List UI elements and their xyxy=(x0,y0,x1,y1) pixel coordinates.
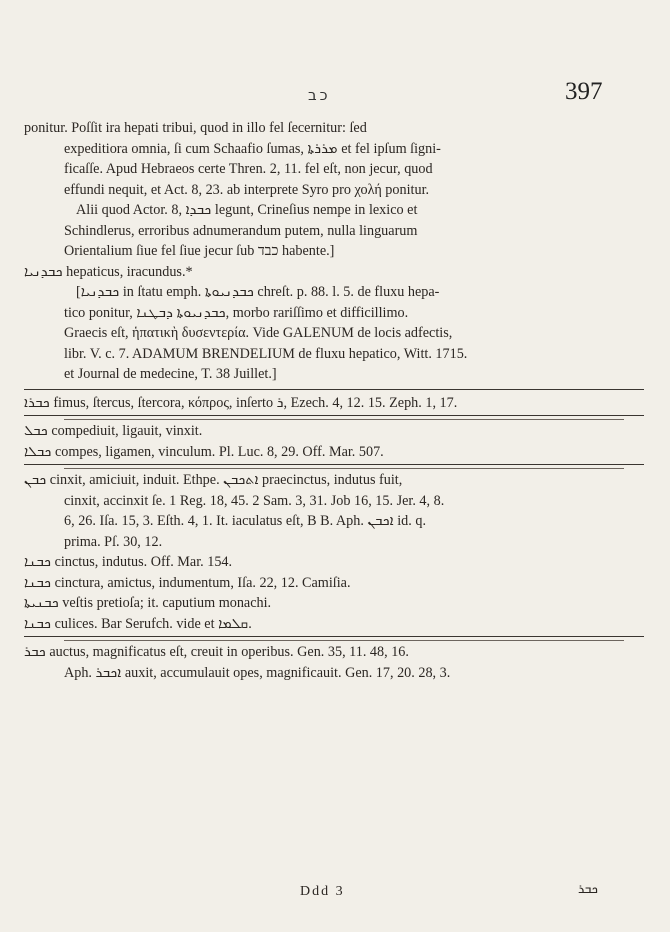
text-line: cinxit, accinxit ſe. 1 Reg. 18, 45. 2 Sam. 3, 31. Job 16, 15. Jer. 4, 8. xyxy=(64,492,445,509)
section-rule xyxy=(24,413,644,421)
text-line: libr. V. c. 7. ADAMUM BRENDELIUM de fluxu hepatico, Witt. 1715. xyxy=(64,345,468,362)
entry-line: ܟܒܢܐ cinctus, indutus. Off. Mar. 154. xyxy=(24,554,233,570)
text-line: Alii quod Actor. 8, ܟܒܕܐ legunt, Crineſius nempe in lexico et xyxy=(76,202,418,218)
signature-mark: Ddd 3 xyxy=(300,884,345,899)
entry-line: ܟܒܢܝܬܐ veſtis pretioſa; it. caputium monachi. xyxy=(24,595,272,611)
text-line: tico ponitur, ܟܒܕܢܝܘܬܐ ܕܒܛܢܐ, morbo rariſſimo et difficillimo. xyxy=(64,304,409,321)
text-line: expeditiora omnia, ſi cum Schaafio ſumas, ܡܪܪܬܐ et fel ipſum ſigni- xyxy=(64,140,441,157)
text-line: [ܟܒܕܢܝܐ in ſtatu emph. ܟܒܕܢܝܘܬܐ chreſt. p. 88. l. 5. de fluxu hepa- xyxy=(76,284,440,300)
page-footer xyxy=(0,884,670,908)
entry-headword-line: ܟܒܕܢܝܐ hepaticus, iracundus.* xyxy=(24,263,193,280)
section-rule xyxy=(24,634,644,642)
section-rule xyxy=(24,385,644,393)
text-line: effundi nequit, et Act. 8, 23. ab interprete Syro pro χολή ponitur. xyxy=(64,181,430,198)
text-line: Graecis eſt, ἡπατικὴ δυσεντερία. Vide GALENUM de locis adfectis, xyxy=(64,325,453,341)
entry-line: ܟܒܠ compediuit, ligauit, vinxit. xyxy=(24,423,203,439)
entry-line: ܟܒܪܐ fimus, ſtercus, ſtercora, κόπρος, inſerto ܪ, Ezech. 4, 12. 15. Zeph. 1, 17. xyxy=(24,394,458,411)
text-line: et Journal de medecine, T. 38 Juillet.] xyxy=(64,366,277,382)
entry-line: ܟܒܢܐ culices. Bar Serufch. vide et ܩܠܡܐ. xyxy=(24,615,252,632)
text-line: Orientalium ſiue fel ſiue jecur ſub כבד habente.] xyxy=(64,243,335,259)
text-line: ficaſſe. Apud Hebraeos certe Thren. 2, 11. fel eſt, non jecur, quod xyxy=(64,161,433,177)
page-header xyxy=(0,78,670,112)
text-line: prima. Pſ. 30, 12. xyxy=(64,533,163,550)
page-number: 397 xyxy=(565,78,603,105)
text-line: Schindlerus, erroribus adnumerandum putem, nulla linguarum xyxy=(64,222,418,239)
entry-line: ܟܒܢܐ cinctura, amictus, indumentum, Iſa. 22, 12. Camiſia. xyxy=(24,574,351,591)
text-line: Aph. ܐܟܒܪ auxit, accumulauit opes, magnificauit. Gen. 17, 20. 28, 3. xyxy=(64,664,451,681)
running-head: כב xyxy=(308,86,331,104)
text-line: 6, 26. Iſa. 15, 3. Eſth. 4, 1. It. iaculatus eſt, B B. Aph. ܐܟܒܢ id. q. xyxy=(64,513,426,529)
catchword: ܟܒܪ xyxy=(578,882,598,897)
entry-line: ܟܒܪ auctus, magnificatus eſt, creuit in operibus. Gen. 35, 11. 48, 16. xyxy=(24,644,409,660)
text-line: ponitur. Poſſit ira hepati tribui, quod in illo fel ſecernitur: ſed xyxy=(24,120,367,136)
section-rule xyxy=(24,462,644,470)
page-body xyxy=(24,118,644,683)
entry-line: ܟܒܠܐ compes, ligamen, vinculum. Pl. Luc. 8, 29. Off. Mar. 507. xyxy=(24,443,384,460)
entry-line: ܟܒܢ cinxit, amiciuit, induit. Ethpe. ܐܬܟܒܢ praecinctus, indutus fuit, xyxy=(24,472,403,488)
